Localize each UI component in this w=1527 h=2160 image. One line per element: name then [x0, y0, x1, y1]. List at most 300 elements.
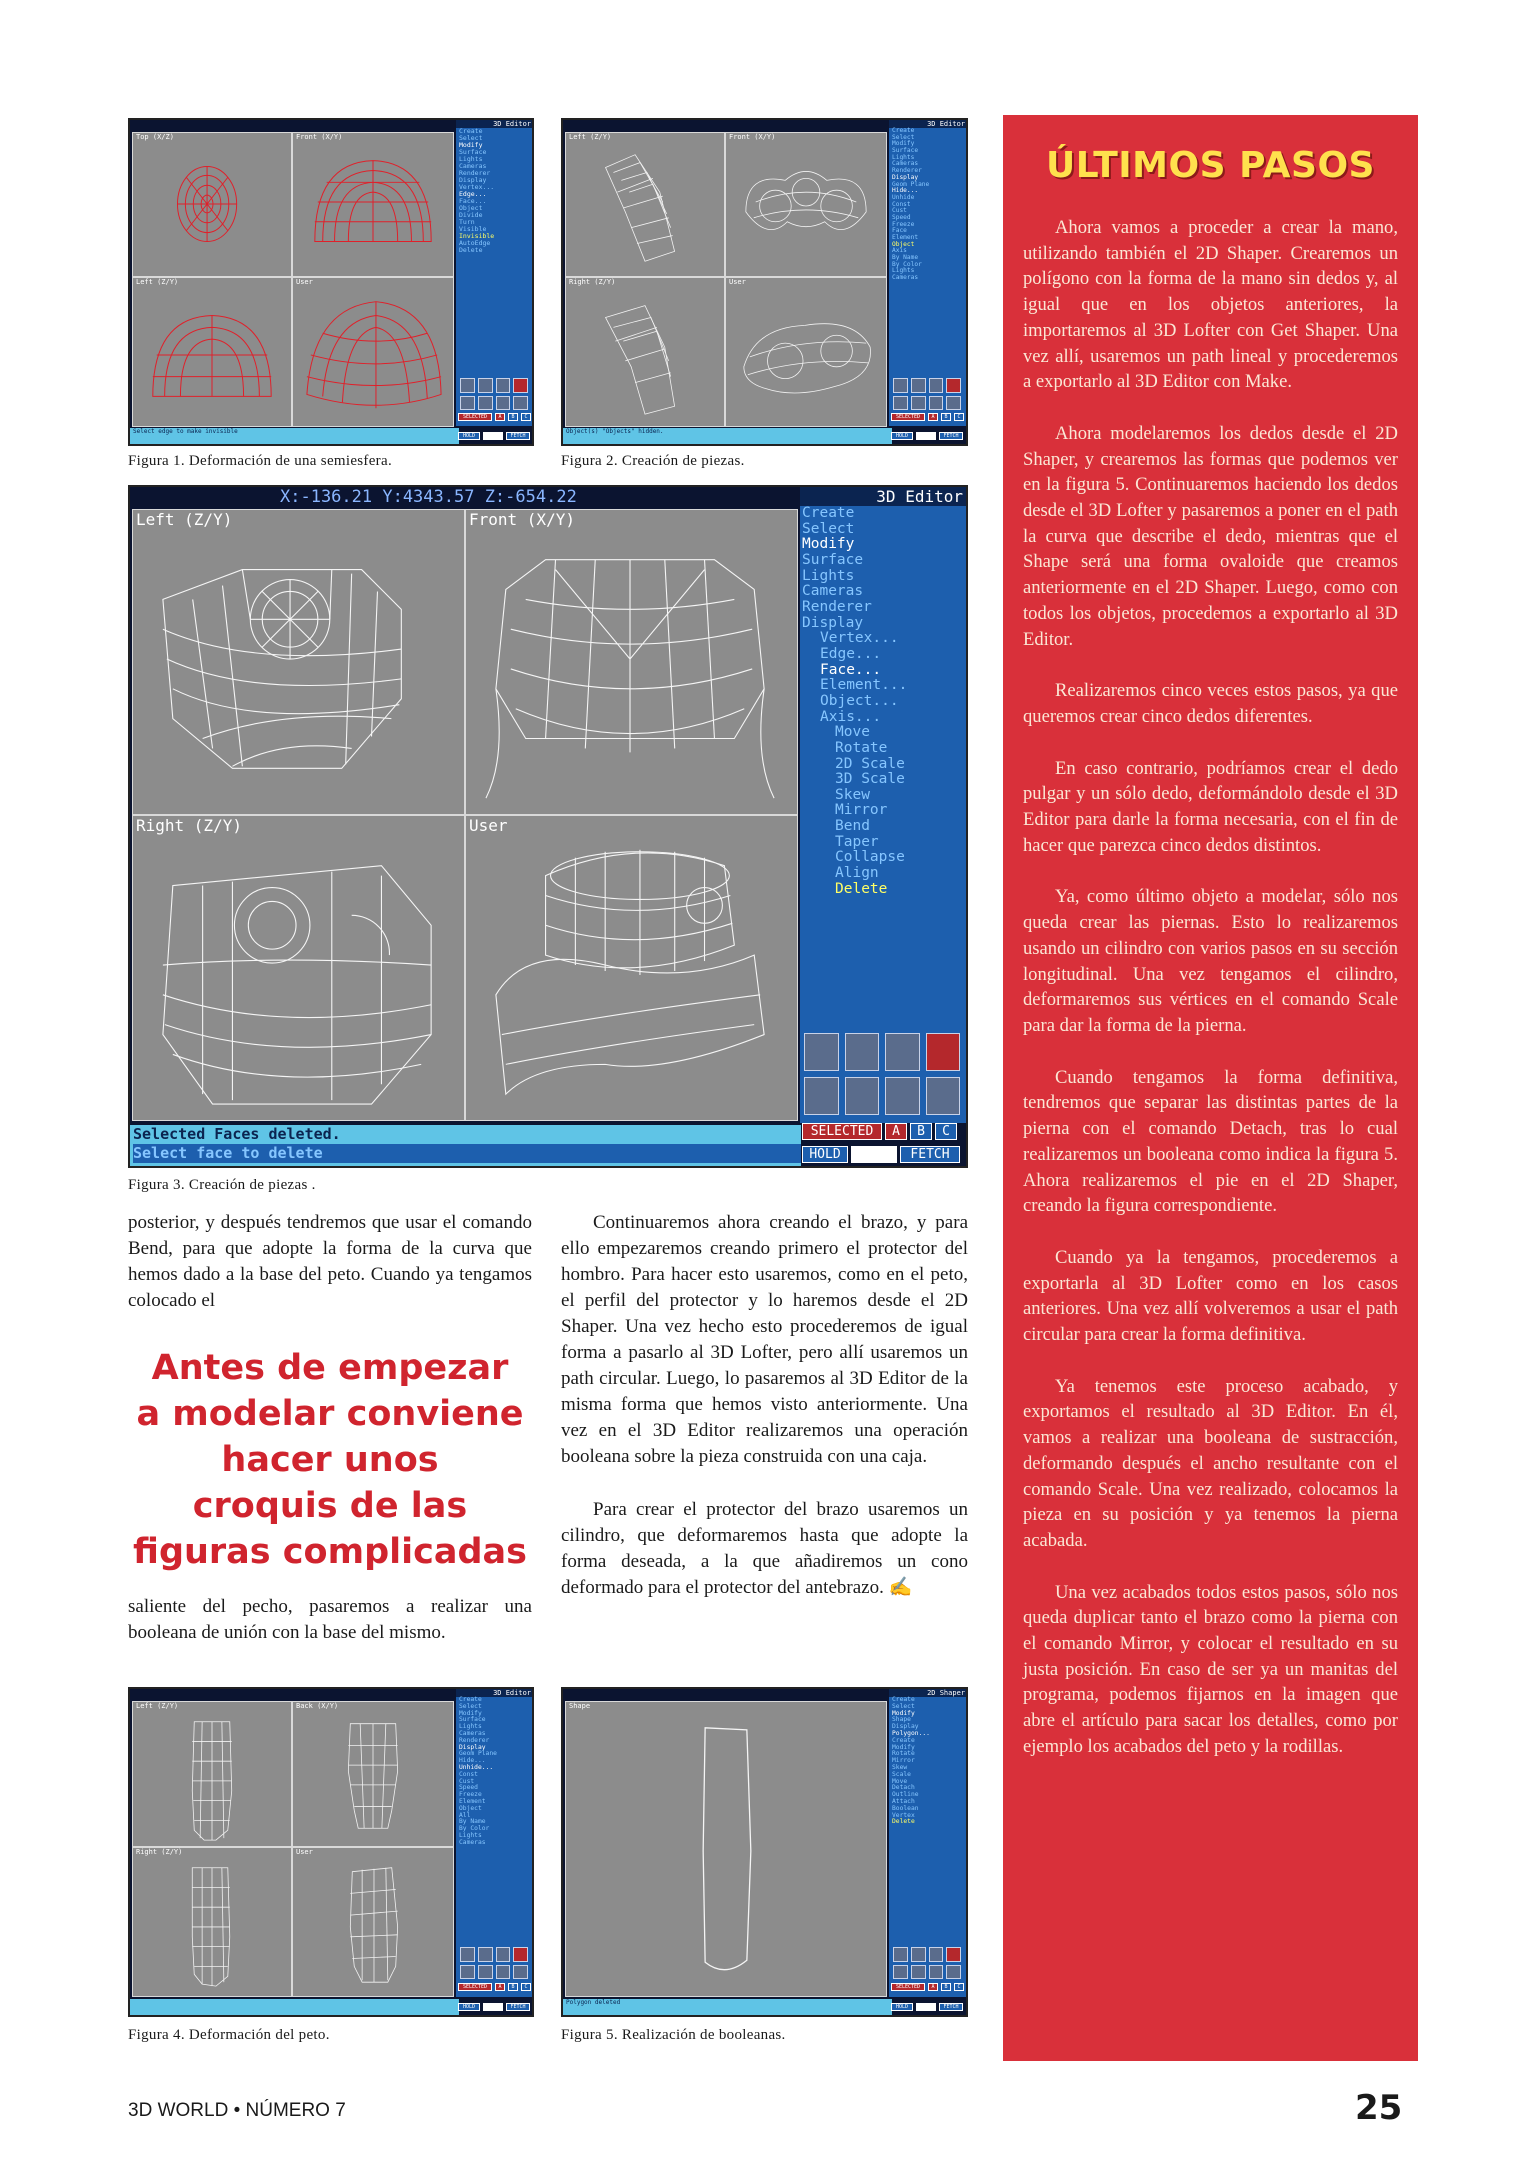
menu-item[interactable]: Cameras — [459, 1729, 486, 1737]
menu-item[interactable]: 3D Scale — [835, 771, 905, 788]
menu-item[interactable]: Select — [892, 1702, 915, 1710]
menu-item[interactable]: Lights — [892, 153, 915, 161]
menu-item[interactable]: Bend — [835, 818, 870, 835]
hemisphere-top-wire — [133, 133, 291, 276]
menu-item[interactable]: Vertex... — [820, 630, 899, 647]
zoom-icon[interactable] — [478, 1965, 493, 1980]
select-a-button[interactable]: A — [495, 1983, 505, 1991]
pan-icon[interactable] — [845, 1033, 880, 1071]
sidebar-paragraph: Ya, como último objeto a modelar, sólo nos queda crear las piernas. Esto lo realizaremos usando un cilindro con varios pasos en su sección longitudinal. Una vez tengamos el cilindro, deformaremos sus vértices en el comando Scale para dar la forma de la pierna. — [1023, 886, 1398, 1036]
toolbar-icons — [460, 1947, 528, 1979]
viewport-label: Front (X/Y) — [729, 133, 776, 141]
status-bar — [130, 1999, 459, 2015]
viewport-label: Right (Z/Y) — [136, 816, 242, 835]
command-panel — [889, 1689, 968, 1997]
piece-left-wire — [566, 133, 724, 276]
menu-item[interactable]: Edge... — [820, 645, 882, 662]
hold-fetch-buttons — [458, 432, 530, 440]
menu-item[interactable]: Skew — [835, 786, 870, 803]
menu-item[interactable]: Display — [802, 614, 864, 631]
menu-item[interactable]: Surface — [802, 551, 864, 568]
menu-item[interactable]: Speed — [892, 213, 911, 221]
figure-1-caption: Figura 1. Deformación de una semiesfera. — [128, 453, 392, 469]
hemisphere-front-wire — [293, 133, 453, 276]
menu-item[interactable]: Surface — [459, 1716, 486, 1724]
viewport-front[interactable] — [725, 132, 887, 277]
breastplate-right-wire — [133, 816, 464, 1120]
menu-item[interactable]: Select — [892, 133, 915, 141]
zoom-icon[interactable] — [845, 1077, 880, 1115]
viewport-front[interactable] — [465, 509, 798, 815]
menu-item[interactable]: Skew — [892, 1763, 908, 1771]
select-c-button[interactable]: C — [521, 413, 531, 421]
menu-item[interactable]: All — [459, 1811, 471, 1819]
zoom-icon[interactable] — [478, 396, 493, 411]
sidebar-paragraph: Ya tenemos este proceso acabado, y exportamos el resultado al 3D Editor. En él, vamos a realizar una booleana de sustracción, deformando después el ancho resultante con el comando Scale. Una vez realizado, colocamos la pieza en su posición y ya tenemos la pierna acabada. — [1023, 1375, 1398, 1551]
panel-title: 3D Editor — [456, 120, 534, 128]
chestplate-right-wire — [133, 1848, 291, 1996]
selection-buttons — [891, 413, 964, 421]
sidebar-text — [1023, 215, 1398, 1786]
selected-button[interactable]: SELECTED — [458, 413, 492, 421]
menu-item[interactable]: Rotate — [835, 739, 888, 756]
view-icon[interactable] — [885, 1077, 920, 1115]
zoom-window-icon[interactable] — [929, 1947, 944, 1962]
viewport-label: User — [296, 278, 313, 286]
menu-item[interactable]: Select — [802, 520, 855, 537]
viewport-right[interactable] — [132, 1847, 292, 1997]
viewport-shape[interactable] — [565, 1701, 887, 1997]
select-c-button[interactable]: C — [954, 413, 964, 421]
menu-item[interactable]: By Name — [459, 1818, 486, 1826]
menu-item[interactable]: Cameras — [802, 583, 864, 600]
selection-buttons — [802, 1123, 957, 1140]
menu-item[interactable]: Rotate — [892, 1750, 915, 1758]
zoom-extents-icon[interactable] — [460, 396, 475, 411]
sidebar-paragraph: Cuando tengamos la forma definitiva, tendremos que separar las distintas partes de la pierna con el comando Detach, tras lo cual realizaremos un booleana como indica la figura 5. Ahora realizaremos el pie en el 2D Shaper, creando la figura correspondiente. — [1023, 1066, 1398, 1217]
menu-item[interactable]: Mirror — [892, 1757, 915, 1765]
sidebar-title: ÚLTIMOS PASOS — [1046, 145, 1375, 186]
viewport-label: Left (Z/Y) — [569, 133, 612, 141]
toolbar-icons — [893, 378, 961, 410]
expand-icon[interactable] — [513, 1965, 528, 1980]
menu-item[interactable]: Cameras — [459, 162, 487, 171]
zoom-extents-icon[interactable] — [804, 1077, 839, 1115]
menu-item[interactable]: Detach — [892, 1784, 915, 1792]
column-1-top — [128, 1210, 532, 1341]
toolbar-icons — [804, 1033, 960, 1115]
pull-quote — [128, 1345, 532, 1575]
select-c-button[interactable]: C — [935, 1123, 957, 1140]
axis-icon[interactable] — [460, 1947, 475, 1962]
zoom-window-icon[interactable] — [496, 1947, 511, 1962]
sidebar-paragraph: Una vez acabados todos estos pasos, sólo nos queda duplicar tanto el brazo como la pierna con el comando Mirror, y colocar el resultado en su justa posición. En caso de ser ya un manitas del programa, podemos fijarnos en la imagen que abre el artículo para sacar los detalles, como por ejemplo los acabados del peto y la rodillas. — [1023, 1581, 1398, 1757]
menu-item[interactable]: Move — [892, 1777, 908, 1785]
axis-icon[interactable] — [893, 1947, 908, 1962]
menu-item[interactable]: Const — [459, 1770, 478, 1778]
menu-item[interactable]: Create — [892, 127, 915, 134]
menu-item[interactable]: AutoEdge — [459, 239, 491, 248]
viewport-label: Right (Z/Y) — [569, 278, 616, 286]
menu-item[interactable]: Modify — [892, 1709, 915, 1717]
selected-button[interactable]: SELECTED — [891, 413, 925, 421]
menu-item[interactable]: By Color — [892, 260, 922, 268]
coordinate-readout: X:-136.21 Y:4343.57 Z:-654.22 — [280, 487, 577, 507]
menu-item[interactable]: Modify — [459, 1709, 482, 1717]
menu-item[interactable]: Select — [459, 1702, 482, 1710]
figure-3-caption: Figura 3. Creación de piezas . — [128, 1177, 316, 1193]
selection-buttons — [458, 413, 531, 421]
menu-item[interactable]: Turn — [459, 218, 475, 227]
full-screen-icon[interactable] — [513, 378, 528, 393]
hold-slot — [851, 1146, 897, 1163]
hold-fetch-buttons — [802, 1146, 960, 1163]
command-panel — [800, 487, 966, 1123]
hold-slot — [916, 432, 936, 440]
select-b-button[interactable]: B — [508, 413, 518, 421]
pull-quote-line: hacer unos — [221, 1440, 439, 1480]
menu-item[interactable]: Display — [459, 176, 487, 185]
view-icon[interactable] — [929, 396, 944, 411]
expand-icon[interactable] — [946, 396, 961, 411]
menu-item[interactable]: Shape — [892, 1716, 911, 1724]
piece-front-wire — [726, 133, 886, 276]
selected-button[interactable]: SELECTED — [891, 1983, 925, 1991]
hold-slot — [916, 2003, 936, 2011]
menu-item[interactable]: Create — [802, 505, 855, 521]
menu-item[interactable]: Cust — [459, 1777, 475, 1785]
selection-buttons — [891, 1983, 964, 1991]
menu-item[interactable]: Unhide — [892, 193, 915, 201]
menu-item[interactable]: Lights — [459, 1831, 482, 1839]
select-b-button[interactable]: B — [941, 1983, 951, 1991]
menu-item[interactable]: Align — [835, 865, 879, 882]
menu-item[interactable]: Element — [459, 1797, 486, 1805]
menu-item[interactable]: Create — [459, 127, 483, 135]
menu-item[interactable]: Unhide... — [459, 1763, 494, 1771]
menu-item[interactable]: Visible — [459, 225, 487, 234]
menu-item[interactable]: Speed — [459, 1784, 478, 1792]
menu-item[interactable]: Object... — [820, 692, 899, 709]
status-bar — [563, 428, 892, 444]
status-line: Object(s) "Objects" hidden. — [566, 428, 664, 435]
menu-item[interactable]: Outline — [892, 1791, 919, 1799]
sidebar-paragraph: Realizaremos cinco veces estos pasos, ya que queremos crear cinco dedos diferentes. — [1023, 680, 1398, 727]
menu-item[interactable]: Create — [459, 1696, 482, 1703]
piece-user-wire — [726, 278, 886, 426]
pan-icon[interactable] — [478, 378, 493, 393]
paragraph: Para crear el protector del brazo usaremos un cilindro, que deformaremos hasta que adopte la forma deseada, a la que añadiremos un cono deformado para el protector del antebrazo. ✍ — [561, 1499, 968, 1598]
select-b-button[interactable]: B — [508, 1983, 518, 1991]
menu-item[interactable]: Boolean — [892, 1804, 919, 1812]
status-line: Selected Faces deleted. — [133, 1125, 341, 1143]
menu-item[interactable]: Surface — [892, 147, 919, 155]
fetch-button[interactable]: FETCH — [939, 2003, 963, 2011]
menu-item[interactable]: Renderer — [892, 167, 922, 175]
viewport-user[interactable] — [292, 1847, 454, 1997]
viewport-label: Front (X/Y) — [296, 133, 343, 141]
viewport-label: Left (Z/Y) — [136, 510, 233, 529]
pan-icon[interactable] — [911, 1947, 926, 1962]
breastplate-left-wire — [133, 510, 464, 814]
menu-item[interactable]: Modify — [802, 536, 855, 553]
menu-item[interactable]: Cameras — [892, 274, 919, 282]
breastplate-user-wire — [466, 816, 797, 1120]
menu-item[interactable]: Delete — [892, 1818, 915, 1826]
viewport-front[interactable] — [292, 132, 454, 277]
viewport-user[interactable] — [292, 277, 454, 427]
menu-item[interactable]: Create — [892, 1696, 915, 1703]
figure-3-screenshot — [128, 485, 968, 1168]
hemisphere-user-wire — [293, 278, 453, 426]
status-line: Select face to delete — [133, 1144, 801, 1163]
viewport-right[interactable] — [132, 815, 465, 1121]
zoom-window-icon[interactable] — [929, 378, 944, 393]
command-panel — [456, 120, 534, 426]
menu-item[interactable]: Object — [459, 1804, 482, 1812]
selected-button[interactable]: SELECTED — [458, 1983, 492, 1991]
axis-icon[interactable] — [893, 378, 908, 393]
hold-fetch-buttons — [891, 432, 963, 440]
hemisphere-left-wire — [133, 278, 291, 426]
pull-quote-line: Antes de empezar — [151, 1348, 509, 1388]
menu-item[interactable]: Display — [459, 1743, 486, 1751]
chestplate-user-wire — [293, 1848, 453, 1996]
pan-icon[interactable] — [911, 378, 926, 393]
menu-item[interactable]: Face... — [459, 197, 487, 206]
menu-item[interactable]: Modify — [892, 140, 915, 148]
page-number-text: 25 — [1355, 2088, 1403, 2128]
menu-item[interactable]: Display — [892, 173, 919, 181]
menu-item[interactable]: Face — [892, 227, 907, 235]
select-b-button[interactable]: B — [910, 1123, 932, 1140]
menu-item[interactable]: Freeze — [459, 1791, 482, 1799]
menu-item[interactable]: Axis — [892, 247, 907, 255]
menu-item[interactable]: Modify — [459, 141, 483, 150]
zoom-icon[interactable] — [911, 396, 926, 411]
full-screen-icon[interactable] — [946, 378, 961, 393]
menu-item[interactable]: Modify — [892, 1743, 915, 1751]
menu-item[interactable]: Axis... — [820, 708, 882, 725]
chestplate-back-wire — [293, 1702, 453, 1846]
menu-item[interactable]: Lights — [802, 567, 855, 584]
select-a-button[interactable]: A — [885, 1123, 907, 1140]
viewport-label: Top (X/Z) — [136, 133, 174, 141]
view-icon[interactable] — [496, 1965, 511, 1980]
sidebar-paragraph: Cuando ya la tengamos, procederemos a exportarla al 3D Lofter como en los casos anteriores. Una vez allí volveremos a usar el path circular para crear la forma definitiva. — [1023, 1246, 1398, 1346]
paragraph: Continuaremos ahora creando el brazo, y para ello empezaremos creando primero el protector del hombro. Para hacer esto usaremos, como en el peto, el perfil del protector y lo haremos desde el 2D Shaper. Una vez hecho esto procederemos de igual forma a pasarlo al 3D Lofter, pero allí usaremos un path circular. Luego, lo pasaremos al 3D Editor de la misma forma que hemos visto anteriormente. Una vez en el 3D Editor realizaremos una operación booleana sobre la pieza construida con una caja. — [561, 1212, 968, 1467]
menu-item[interactable]: Cameras — [459, 1838, 486, 1846]
paragraph: saliente del pecho, pasaremos a realizar una booleana de unión con la base del mismo. — [128, 1596, 532, 1643]
pull-quote-line: a modelar conviene — [136, 1394, 524, 1434]
menu-item[interactable]: Edge... — [459, 190, 487, 199]
hold-button[interactable]: HOLD — [891, 432, 913, 440]
menu-item[interactable]: Hide... — [459, 1757, 486, 1765]
full-screen-icon[interactable] — [513, 1947, 528, 1962]
viewport-label: Shape — [569, 1702, 591, 1710]
column-2 — [561, 1210, 968, 1628]
sidebar-paragraph: En caso contrario, podríamos crear el dedo pulgar y un sólo dedo, deformándolo desde el 3D Editor para darle la forma necesaria, con el fin de hacer que parezca cinco dedos distintos. — [1023, 757, 1398, 856]
menu-item[interactable]: Object — [892, 240, 915, 248]
menu-item[interactable]: Collapse — [835, 849, 905, 866]
hold-button[interactable]: HOLD — [458, 432, 480, 440]
menu-item[interactable]: 2D Scale — [835, 755, 905, 772]
panel-title: 3D Editor — [456, 1689, 534, 1697]
menu-item[interactable]: Delete — [835, 880, 888, 897]
zoom-extents-icon[interactable] — [893, 1965, 908, 1980]
hold-button[interactable]: HOLD — [802, 1146, 848, 1163]
viewport-label: User — [469, 816, 508, 835]
toolbar-icons — [460, 378, 528, 410]
zoom-extents-icon[interactable] — [893, 396, 908, 411]
viewport-label: Right (Z/Y) — [136, 1848, 183, 1856]
expand-icon[interactable] — [926, 1077, 961, 1115]
axis-icon[interactable] — [460, 378, 475, 393]
menu-item[interactable]: Freeze — [892, 220, 915, 228]
fetch-button[interactable]: FETCH — [506, 2003, 530, 2011]
selected-button[interactable]: SELECTED — [802, 1123, 882, 1140]
expand-icon[interactable] — [513, 396, 528, 411]
command-panel — [889, 120, 968, 426]
hold-button[interactable]: HOLD — [458, 2003, 480, 2011]
fetch-button[interactable]: FETCH — [900, 1146, 960, 1163]
menu-item[interactable]: Display — [892, 1723, 919, 1731]
menu-item[interactable]: Surface — [459, 148, 487, 157]
menu-item[interactable]: Divide — [459, 211, 483, 220]
figure-1-screenshot — [128, 118, 534, 446]
axis-icon[interactable] — [804, 1033, 839, 1071]
finger-shape-outline — [566, 1702, 886, 1996]
figure-4-screenshot — [128, 1687, 534, 2017]
status-line: Select edge to make invisible — [133, 428, 238, 435]
figure-5-screenshot — [561, 1687, 968, 2017]
figure-5-caption: Figura 5. Realización de booleanas. — [561, 2027, 786, 2043]
view-icon[interactable] — [496, 396, 511, 411]
menu-item[interactable]: Element — [892, 234, 919, 241]
selection-buttons — [458, 1983, 531, 1991]
view-icon[interactable] — [929, 1965, 944, 1980]
menu-item[interactable]: Vertex — [892, 1811, 915, 1819]
menu-item[interactable]: By Name — [892, 254, 919, 262]
zoom-extents-icon[interactable] — [460, 1965, 475, 1980]
full-screen-icon[interactable] — [926, 1033, 961, 1071]
viewport-label: User — [296, 1848, 313, 1856]
piece-right-wire — [566, 278, 724, 426]
paragraph: posterior, y después tendremos que usar el comando Bend, para que adopte la forma de la curva que hemos dado a la base del peto. Cuando ya tengamos colocado el — [128, 1212, 532, 1311]
viewport-user[interactable] — [465, 815, 798, 1121]
select-c-button[interactable]: C — [954, 1983, 964, 1991]
command-panel — [456, 1689, 534, 1997]
menu-item[interactable]: Move — [835, 724, 870, 741]
hold-slot — [483, 2003, 503, 2011]
chestplate-left-wire — [133, 1702, 291, 1846]
select-a-button[interactable]: A — [495, 413, 505, 421]
menu-item[interactable]: Lights — [459, 1723, 482, 1731]
menu-item[interactable]: Cust — [892, 207, 907, 215]
viewport-top[interactable] — [132, 132, 292, 277]
menu-item[interactable]: Scale — [892, 1770, 911, 1778]
panel-title: 3D Editor — [800, 487, 966, 506]
viewport-left[interactable] — [132, 277, 292, 427]
menu-item[interactable]: Lights — [459, 155, 483, 164]
sidebar-ultimos-pasos — [1003, 115, 1418, 2061]
menu-item[interactable]: Lights — [892, 267, 915, 275]
menu-item[interactable]: Element... — [820, 677, 908, 694]
status-line: Polygon deleted — [566, 1999, 621, 2006]
viewport-left[interactable] — [132, 1701, 292, 1847]
hold-button[interactable]: HOLD — [891, 2003, 913, 2011]
viewport-left[interactable] — [132, 509, 465, 815]
menu-item[interactable]: Face... — [820, 661, 882, 678]
status-bar — [563, 1999, 892, 2015]
menu-item[interactable]: Const — [892, 200, 911, 208]
menu-item[interactable]: Geom Plane — [892, 180, 930, 188]
select-a-button[interactable]: A — [928, 1983, 938, 1991]
page-number — [1355, 2088, 1402, 2128]
pan-icon[interactable] — [478, 1947, 493, 1962]
menu-item[interactable]: Renderer — [459, 169, 491, 178]
menu-item[interactable]: Select — [459, 134, 483, 143]
viewport-back[interactable] — [292, 1701, 454, 1847]
menu-item[interactable]: Hide... — [892, 187, 919, 195]
menu-item[interactable]: Create — [892, 1736, 915, 1744]
viewport-user[interactable] — [725, 277, 887, 427]
select-c-button[interactable]: C — [521, 1983, 531, 1991]
menu-item[interactable]: Geom Plane — [459, 1750, 497, 1758]
viewport-right[interactable] — [565, 277, 725, 427]
menu-item[interactable]: Vertex... — [459, 183, 495, 192]
hold-fetch-buttons — [891, 2003, 963, 2011]
toolbar-icons — [893, 1947, 961, 1979]
viewport-left[interactable] — [565, 132, 725, 277]
menu-item[interactable]: Polygon... — [892, 1729, 930, 1737]
fetch-button[interactable]: FETCH — [939, 432, 963, 440]
viewport-label: Left (Z/Y) — [136, 278, 179, 286]
menu-item[interactable]: Delete — [459, 246, 483, 255]
viewport-label: Front (X/Y) — [469, 510, 575, 529]
menu-item[interactable]: Renderer — [802, 598, 872, 615]
footer-magazine: 3D WORLD • NÚMERO 7 — [128, 2100, 346, 2121]
menu-item[interactable]: Object — [459, 204, 483, 213]
fetch-button[interactable]: FETCH — [506, 432, 530, 440]
zoom-window-icon[interactable] — [885, 1033, 920, 1071]
select-b-button[interactable]: B — [941, 413, 951, 421]
figure-2-screenshot — [561, 118, 968, 446]
menu-item[interactable]: By Color — [459, 1825, 490, 1833]
sidebar-paragraph: Ahora modelaremos los dedos desde el 2D Shaper, y crearemos las formas que podemos ver en la figura 5. Continuaremos haciendo los dedos desde el 3D Lofter y pasaremos a poner en el path la curva que describe el dedo, mientras que el Shape será una forma ovaloide que creamos anteriormente en el 2D Shaper. Luego, como con todos los objetos, procedemos a exportarlo al 3D Editor. — [1023, 422, 1398, 650]
menu-item[interactable]: Mirror — [835, 802, 888, 819]
menu-item[interactable]: Invisible — [459, 232, 495, 241]
select-a-button[interactable]: A — [928, 413, 938, 421]
figure-2-caption: Figura 2. Creación de piezas. — [561, 453, 745, 469]
zoom-icon[interactable] — [911, 1965, 926, 1980]
status-bar — [130, 428, 459, 444]
menu-item[interactable]: Attach — [892, 1797, 915, 1805]
pull-quote-line: croquis de las — [192, 1486, 468, 1526]
viewport-label: Back (X/Y) — [296, 1702, 339, 1710]
column-1-bottom — [128, 1594, 532, 1673]
hold-fetch-buttons — [458, 2003, 530, 2011]
menu-item[interactable]: Renderer — [459, 1736, 490, 1744]
full-screen-icon[interactable] — [946, 1947, 961, 1962]
panel-title: 3D Editor — [889, 120, 968, 128]
hold-slot — [483, 432, 503, 440]
menu-item[interactable]: Taper — [835, 833, 879, 850]
pull-quote-line: figuras complicadas — [133, 1532, 527, 1572]
menu-item[interactable]: Cameras — [892, 160, 919, 168]
expand-icon[interactable] — [946, 1965, 961, 1980]
zoom-window-icon[interactable] — [496, 378, 511, 393]
